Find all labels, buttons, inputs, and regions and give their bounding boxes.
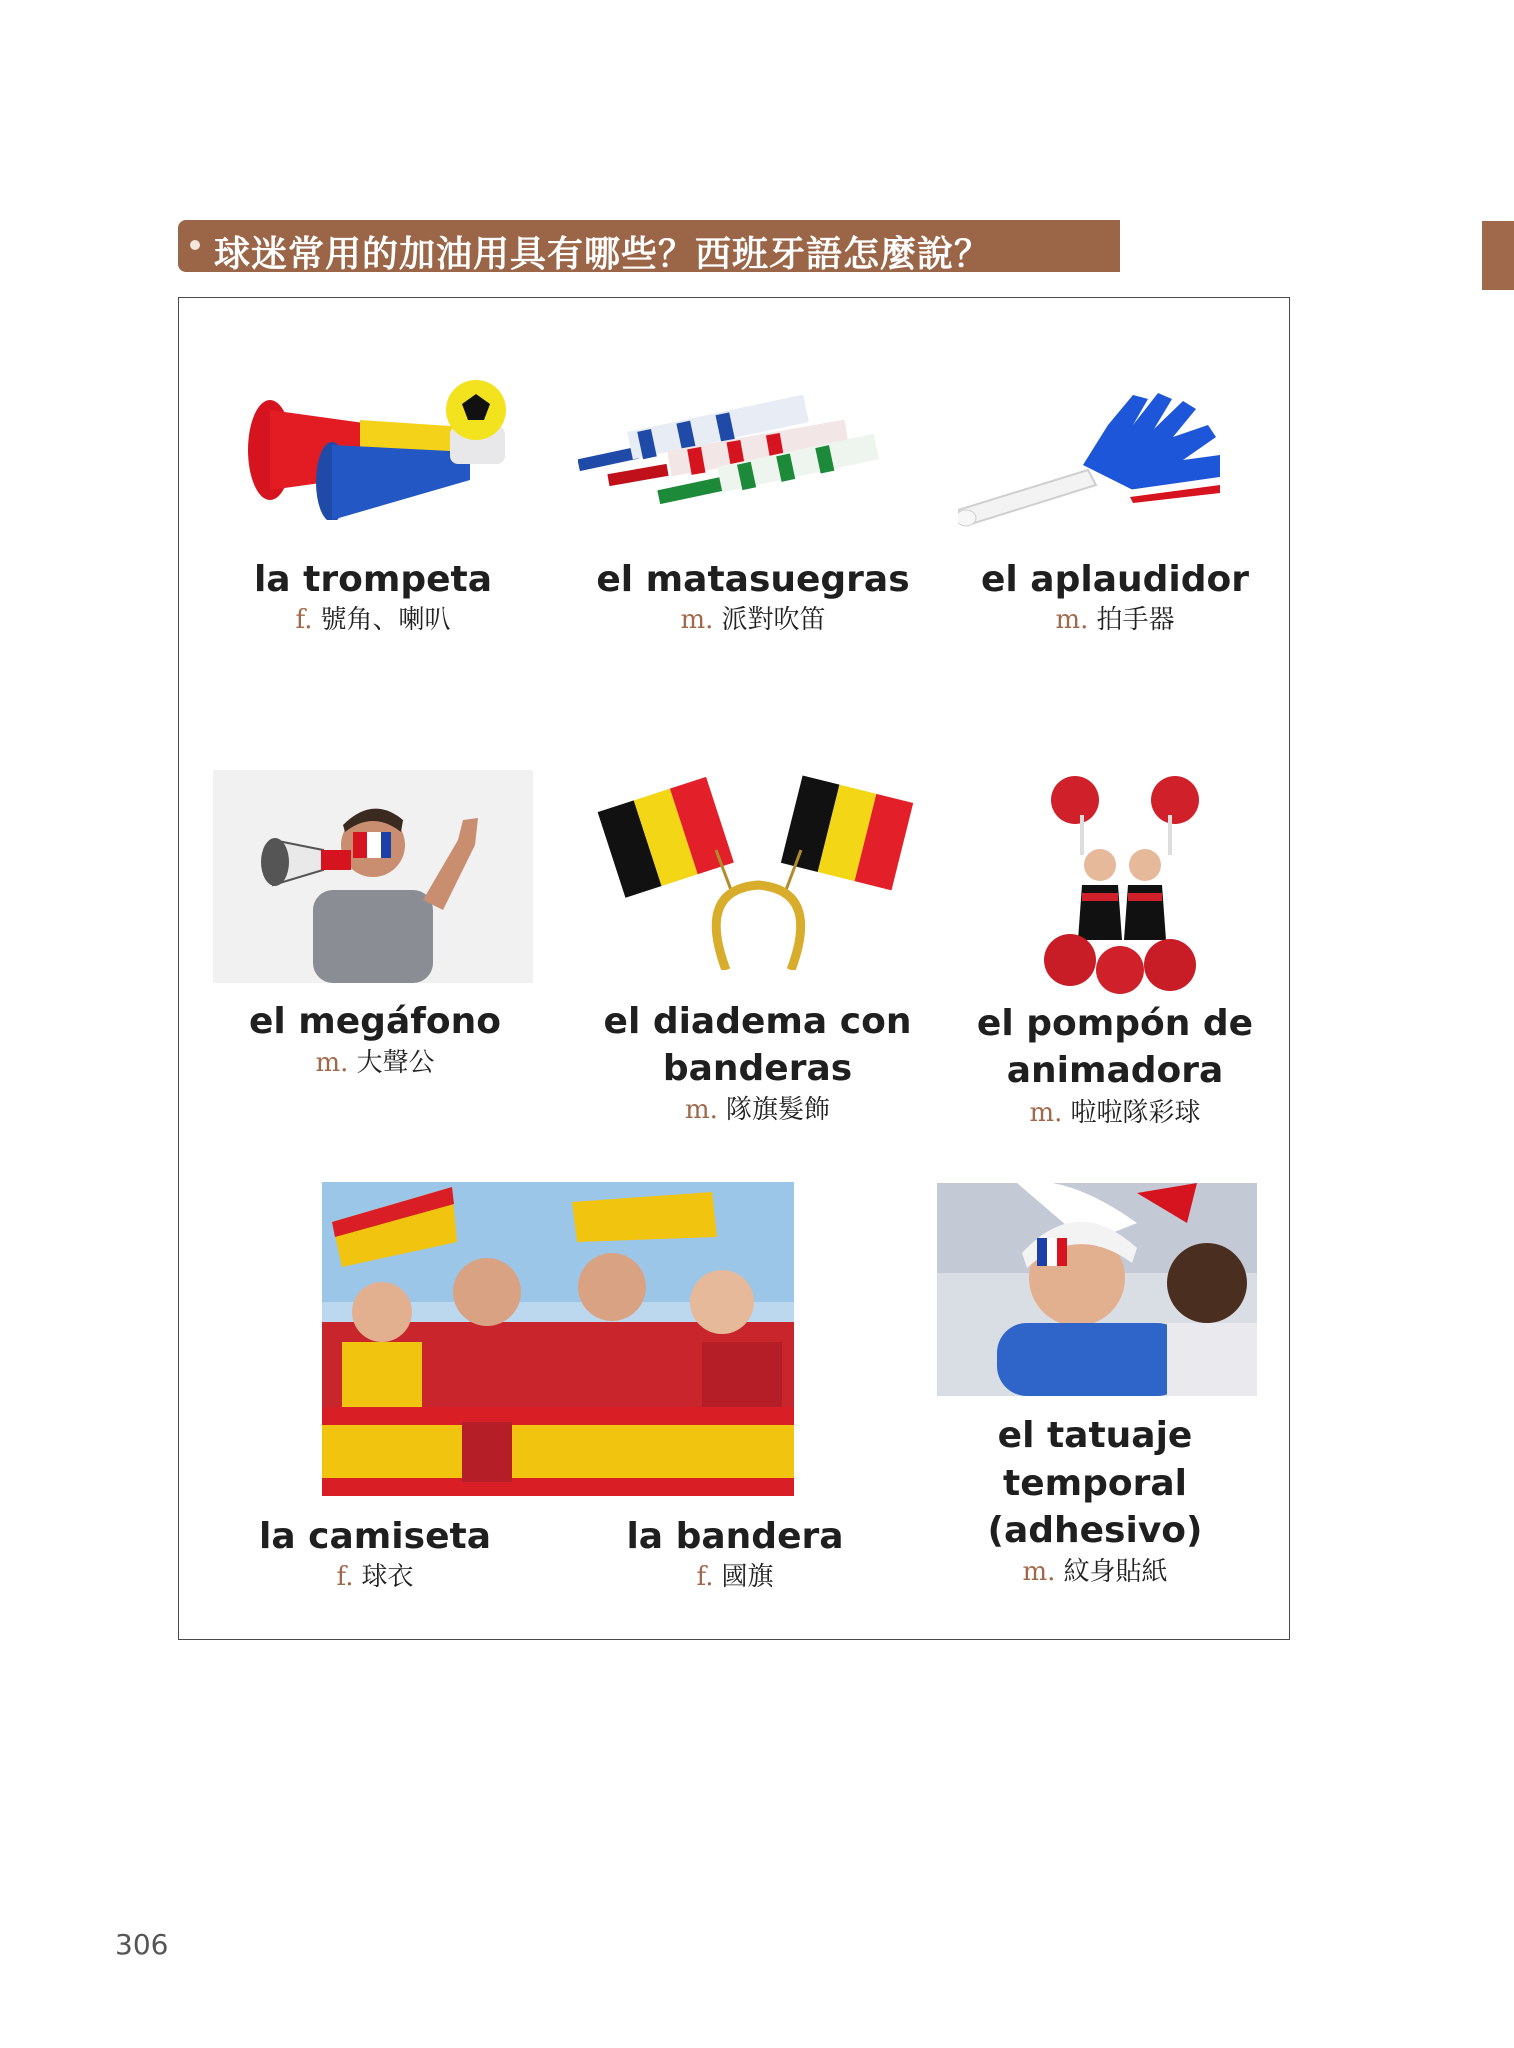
chinese-gloss: 球衣 [361,1562,414,1592]
word-el-pompon-line-2: animadora [1006,1050,1224,1091]
cheerleaders-image [1040,775,1205,995]
grammar-tag: f. [295,605,313,635]
word-la-bandera: la bandera [626,1516,844,1557]
word-el-diadema-line-2: banderas [662,1048,853,1089]
chinese-gloss: 啦啦隊彩球 [1070,1098,1201,1128]
gloss-el-aplaudidor [960,603,1270,637]
word-el-diadema-line-1: el diadema con [603,1001,912,1042]
grammar-tag: m. [680,605,714,635]
grammar-tag: m. [1055,605,1089,635]
grammar-tag: f. [696,1562,714,1592]
word-el-pompon-line-1: el pompón de [976,1003,1254,1044]
chinese-gloss: 隊旗髮飾 [725,1095,830,1125]
word-la-trompeta: la trompeta [253,559,493,600]
word-el-aplaudidor: el aplaudidor [981,559,1249,600]
grammar-tag: m. [685,1095,718,1125]
face-paint-fan-photo [937,1183,1257,1396]
grammar-tag: m. [1029,1098,1063,1128]
word-el-tatuaje-line-3: (adhesivo) [987,1510,1203,1551]
megaphone-fan-image [213,770,533,983]
page-number: 306 [115,1928,169,1961]
word-el-megafono: el megáfono [248,1001,502,1042]
gloss-el-matasuegras [568,603,938,637]
word-el-matasuegras: el matasuegras [596,559,910,600]
gloss-el-diadema [580,1093,935,1127]
word-la-camiseta: la camiseta [259,1516,491,1557]
section-title: 球迷常用的加油用具有哪些？西班牙語怎麼說？ [214,234,992,275]
hand-clapper-image [958,385,1248,535]
gloss-el-megafono [225,1046,525,1080]
party-blowers-image [578,395,888,510]
word-el-tatuaje-line-2: temporal [1002,1463,1188,1504]
word-el-tatuaje-line-1: el tatuaje [997,1415,1193,1456]
chinese-gloss: 號角、喇叭 [320,605,451,635]
gloss-la-bandera [595,1560,875,1594]
chinese-gloss: 國旗 [721,1562,774,1592]
chapter-tab [1482,221,1514,290]
grammar-tag: f. [336,1562,354,1592]
gloss-el-pompon [955,1096,1275,1130]
gloss-la-camiseta [230,1560,520,1594]
chinese-gloss: 拍手器 [1096,605,1175,635]
chinese-gloss: 大聲公 [356,1048,435,1078]
section-title-bar [178,220,1120,275]
flag-headband-image [596,770,916,970]
trumpet-image [240,370,520,520]
grammar-tag: m. [1022,1557,1056,1587]
grammar-tag: m. [315,1048,349,1078]
spanish-fans-photo [322,1182,794,1496]
bullet-dot [190,240,200,250]
chinese-gloss: 紋身貼紙 [1063,1557,1168,1587]
gloss-el-tatuaje [945,1555,1245,1589]
chinese-gloss: 派對吹笛 [721,605,826,635]
gloss-la-trompeta [228,603,518,637]
